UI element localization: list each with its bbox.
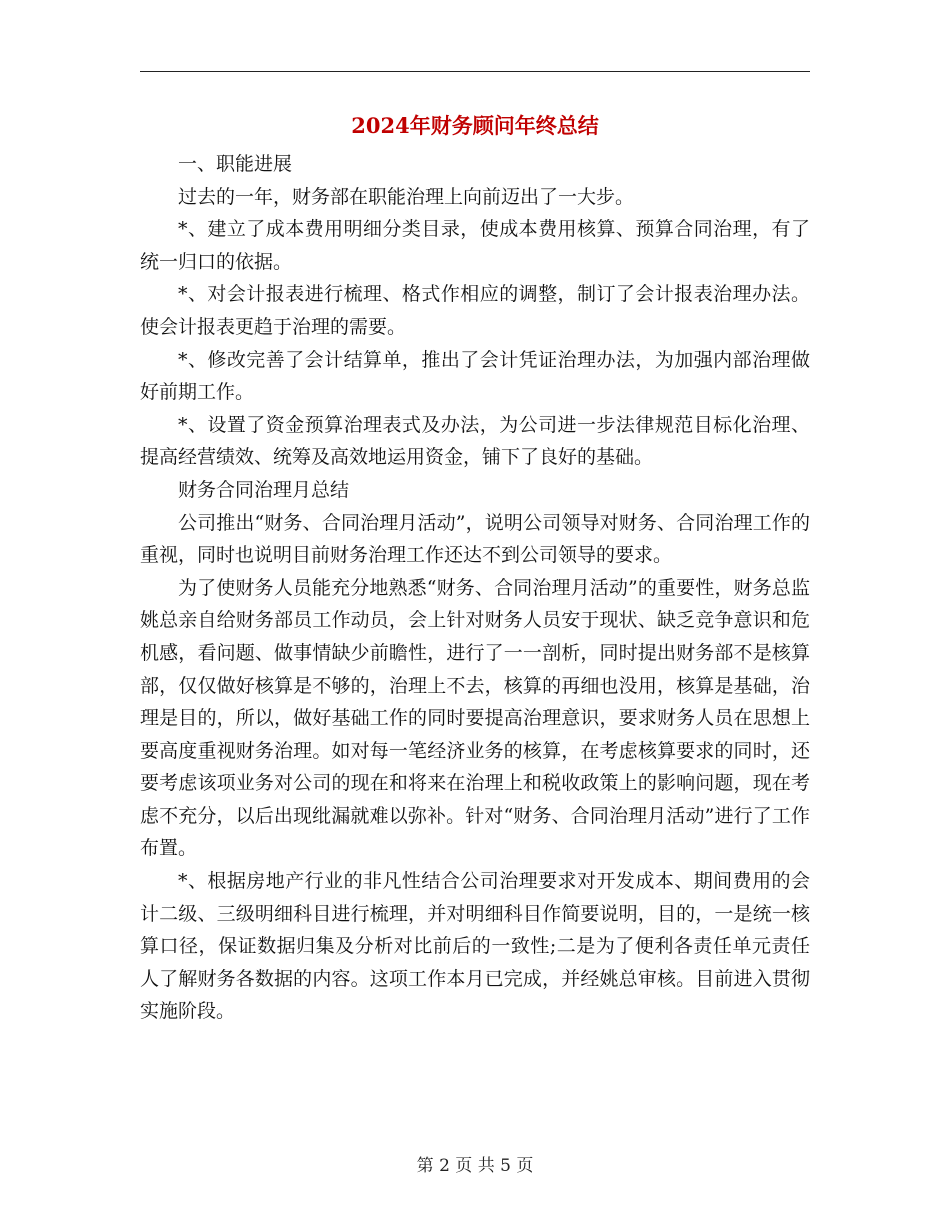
section-heading-functions: 一、职能进展 [178, 153, 293, 175]
bullet-paragraph: *、根据房地产行业的非凡性结合公司治理要求对开发成本、期间费用的会计二级、三级明细科目进行梳理，并对明细科目作简要说明，目的，一是统一核算口径，保证数据归集及分析对比前后的一致性;二是为了便利各责任单元责任人了解财务各数据的内容。这项工作本月已完成，并经姚总审核。目前进入贯彻实施阶段。 [140, 870, 810, 1023]
body-paragraph: 公司推出“财务、合同治理月活动”，说明公司领导对财务、合同治理工作的重视，同时也说明目前财务治理工作还达不到公司领导的要求。 [140, 511, 810, 567]
bullet-paragraph: *、建立了成本费用明细分类目录，使成本费用核算、预算合同治理，有了统一归口的依据。 [140, 218, 810, 273]
header-rule [140, 71, 810, 72]
section-heading-contract-month: 财务合同治理月总结 [178, 478, 350, 501]
document-title: 2024年财务顾问年终总结 [351, 113, 599, 138]
document-body [140, 148, 810, 1028]
bullet-paragraph: *、修改完善了会计结算单，推出了会计凭证治理办法，为加强内部治理做好前期工作。 [140, 348, 810, 404]
bullet-paragraph: *、设置了资金预算治理表式及办法，为公司进一步法律规范目标化治理、提高经营绩效、统筹及高效地运用资金，铺下了良好的基础。 [140, 413, 810, 469]
page-number-footer: 第 2 页 共 5 页 [416, 1156, 534, 1176]
bullet-paragraph: *、对会计报表进行梳理、格式作相应的调整，制订了会计报表治理办法。使会计报表更趋于治理的需要。 [140, 283, 810, 338]
body-paragraph: 过去的一年，财务部在职能治理上向前迈出了一大步。 [178, 185, 635, 208]
body-paragraph: 为了使财务人员能充分地熟悉“财务、合同治理月活动”的重要性，财务总监姚总亲自给财务部员工作动员，会上针对财务人员安于现状、缺乏竞争意识和危机感，看问题、做事情缺少前瞻性，进行了一一剖析，同时提出财务部不是核算部，仅仅做好核算是不够的，治理上不去，核算的再细也没用，核算是基础，治理是目的，所以，做好基础工作的同时要提高治理意识，要求财务人员在思想上要高度重视财务治理。如对每一笔经济业务的核算，在考虑核算要求的同时，还要考虑该项业务对公司的现在和将来在治理上和税收政策上的影响问题，现在考虑不充分，以后出现纰漏就难以弥补。针对“财务、合同治理月活动”进行了工作布置。 [140, 576, 810, 860]
